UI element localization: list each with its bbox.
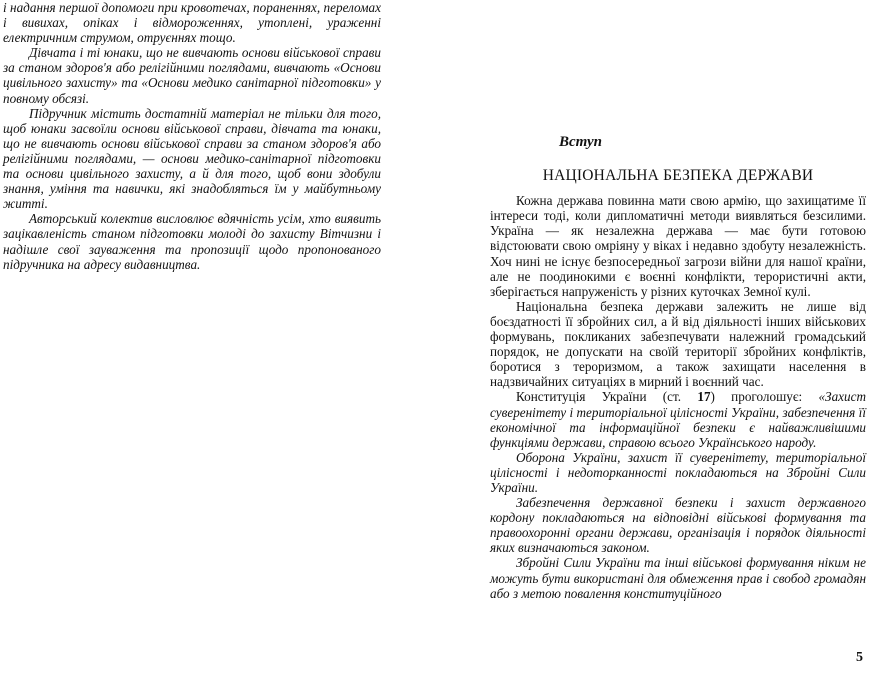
constitution-article-number: 17 [697,389,711,405]
right-paragraph-1: Кожна держава повинна мати свою армію, що захищатиме її інтереси тоді, коли дипломатичні методи виявляться безсилими. Україна — як незалежна держава — має бути готовою відстоювати свою омріяну у віках і недавно здобуту незалежність. Хоч нині не існує безпосередньої загрози війни для нашої країни, але не поодинокими є воєнні конфлікти, терористичні акти, зберігається напруженість у різних куточках Земної кулі. [490,193,866,299]
right-italic-paragraph-1: Оборона України, захист її суверенітету, територіальної цілісності і недоторканності покладаються на Збройні Сили України. [490,449,866,495]
right-column [490,135,866,601]
right-italic-paragraph-3: Збройні Сили України та інші військові формування ніким не можуть бути використані для обмеження прав і свобод громадян або з метою повалення конституційного [490,555,866,601]
constitution-lead: Конституція України (ст. [516,389,698,405]
left-paragraph-1: і надання першої допомоги при кровотечах, пораненнях, переломах і вивихах, опіках і відмороженнях, утоплені, ураженні електричним струмом, отруєннях тощо. [3,0,381,46]
left-column [3,0,381,272]
left-paragraph-4: Авторський колектив висловлює вдячність усім, хто виявить зацікавленість станом підготовки молоді до захисту Вітчизни і надішле свої зауваження та пропозиції щодо пропонованого підручника на адресу видавництва. [3,211,381,272]
constitution-quote: «Захист суверенітету і територіальної цілісності України, забезпечення її економічної та інформаційної безпеки є найважливішими функціями держави, справою всього Українського народу. [490,389,866,450]
intro-heading: Вступ [559,134,602,150]
right-paragraph-2: Національна безпека держави залежить не лише від боєздатності її збройних сил, а й від діяльності інших військових формувань, покликаних забезпечувати належний громадський порядок, не допускати на своїй території збройних конфліктів, боротися з тероризмом, а також захищати населення в надзвичайних ситуаціях в мирний і воєнний час. [490,298,866,390]
constitution-mid: ) проголошує: [710,389,819,405]
left-paragraph-3: Підручник містить достатній матеріал не тільки для того, щоб юнаки засвоїли основи військової справи, дівчата та юнаки, що не вивчають основи військової справи за станом здоров'я або релігійними поглядами, — основи медико-санітарної підготовки та основи цивільного захисту, а й для того, щоб вони здобули знання, уміння та навички, які знадобляться їм у майбутньому житті. [3,105,381,212]
right-italic-paragraph-2: Забезпечення державної безпеки і захист державного кордону покладаються на відповідні військові формування та правоохоронні органи держави, організація і порядок діяльності яких визначаються законом. [490,495,866,556]
left-paragraph-2: Дівчата і ті юнаки, що не вивчають основи військової справи за станом здоров'я або релігійними поглядами, вивчають «Основи цивільного захисту» та «Основи медико санітарної підготовки» у повному обсязі. [3,45,381,106]
section-title: НАЦІОНАЛЬНА БЕЗПЕКА ДЕРЖАВИ [542,167,814,185]
constitution-paragraph [490,389,866,449]
page-number: 5 [856,650,863,665]
